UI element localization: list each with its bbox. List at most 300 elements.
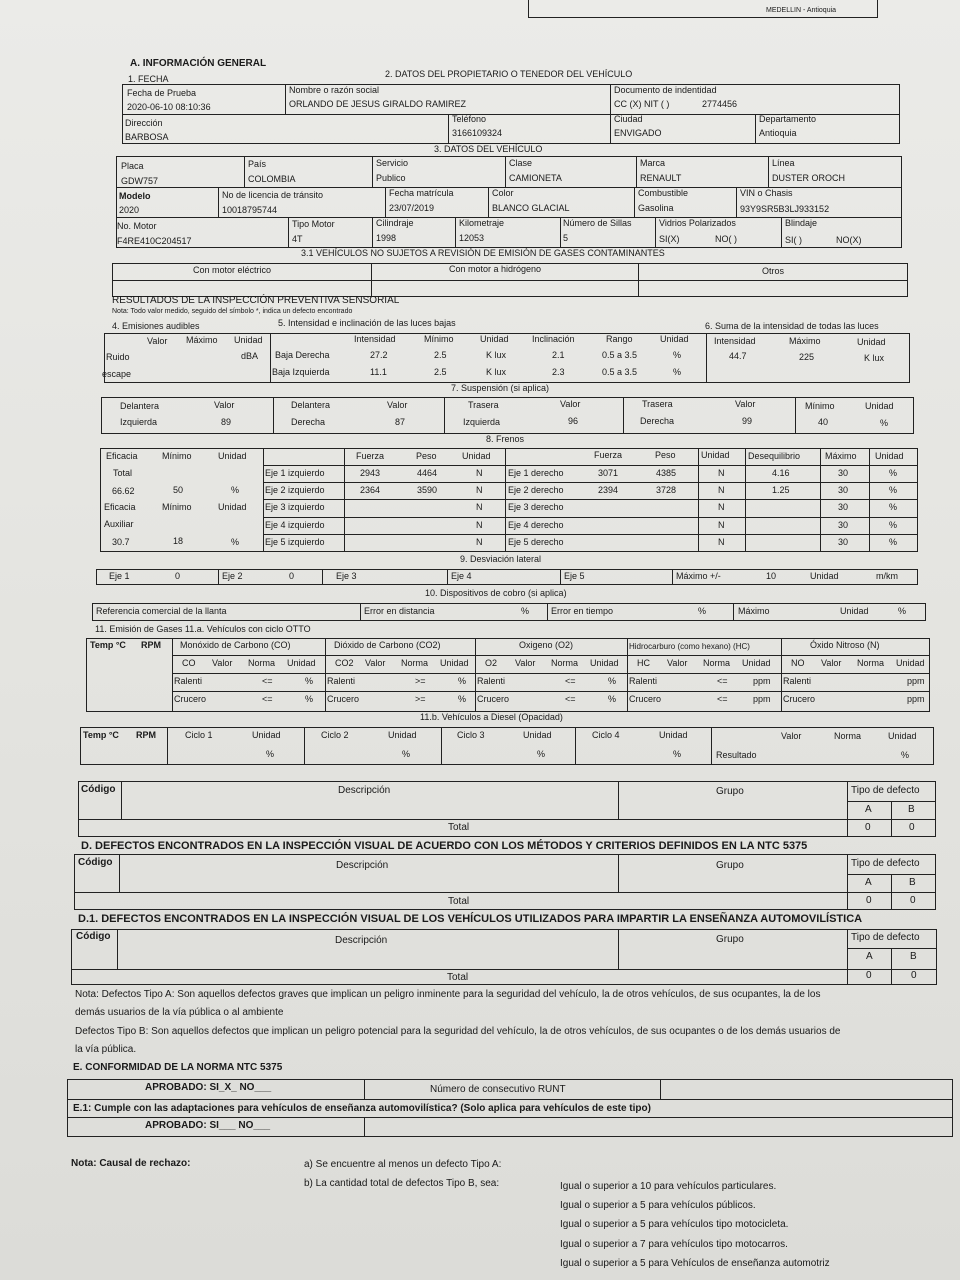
h-suma-intensidad: Intensidad — [714, 336, 756, 346]
eje-izq-label: Eje 3 izquierdo — [265, 502, 325, 512]
o2-op-crucero: <= — [565, 694, 576, 704]
eje-der-label: Eje 2 derecho — [508, 485, 564, 495]
def1-grupo: Grupo — [716, 786, 744, 797]
eje1-value: 0 — [175, 571, 181, 581]
ciclo4-unidad: Unidad — [659, 730, 688, 740]
unidad-izq: N — [476, 537, 483, 547]
eje-izq-label: Eje 4 izquierdo — [265, 520, 325, 530]
hc-symbol: HC — [637, 658, 650, 668]
maximo-val: 30 — [838, 468, 849, 478]
defd1-a-val: 0 — [866, 970, 872, 981]
desv-maximo: Máximo +/- — [676, 571, 721, 581]
h-suma-maximo: Máximo — [789, 336, 821, 346]
modelo-label: Modelo — [119, 191, 151, 201]
eje1-label: Eje 1 — [109, 571, 130, 581]
aprobado-2-status: APROBADO: SI___ NO___ — [145, 1120, 271, 1131]
maximo-val: 30 — [838, 520, 849, 530]
linea-value: DUSTER OROCH — [772, 173, 846, 183]
marca-value: RENAULT — [640, 173, 682, 183]
tipo-motor-label: Tipo Motor — [292, 219, 335, 229]
o2-op-ralenti: <= — [565, 676, 576, 686]
peso-h2: Peso — [655, 450, 676, 460]
aux-min-val: 18 — [173, 536, 184, 546]
cilindraje-value: 1998 — [376, 233, 397, 243]
eje-der-label: Eje 5 derecho — [508, 537, 564, 547]
motor-label: No. Motor — [117, 221, 157, 231]
bi-pct: % — [673, 367, 682, 377]
hc-valor-h: Valor — [667, 658, 688, 668]
co2-norma-h: Norma — [401, 658, 429, 668]
servicio-value: Publico — [376, 173, 406, 183]
blindaje-si: SI( ) — [785, 235, 802, 245]
h-intensidad: Intensidad — [354, 334, 396, 344]
bi-inclinacion: 2.3 — [552, 367, 565, 377]
def1-total: Total — [448, 822, 470, 833]
no-sujetos-title: 3.1 VEHÍCULOS NO SUJETOS A REVISIÓN DE EMISIÓN DE GASES CONTAMINANTES — [301, 248, 665, 258]
motor-value: F4RE410C204517 — [117, 236, 192, 246]
nota-a-line2: demás usuarios de la vía pública o al ambiente — [75, 1007, 284, 1018]
vidrios-label: Vidrios Polarizados — [659, 218, 736, 228]
cobro-pct1: % — [521, 606, 530, 616]
h-minimo-luces: Mínimo — [424, 334, 454, 344]
h-unidad: Unidad — [234, 335, 263, 345]
diesel-pct: % — [901, 750, 910, 760]
co-title: Monóxido de Carbono (CO) — [180, 640, 291, 650]
def1-a-val: 0 — [865, 822, 871, 833]
defd-descripcion: Descripción — [336, 860, 389, 871]
susp-valor-2: Valor — [387, 400, 408, 410]
susp-delantera-1: Delantera — [120, 401, 160, 411]
clase-value: CAMIONETA — [509, 173, 562, 183]
eje-der-label: Eje 3 derecho — [508, 502, 564, 512]
o2-crucero: Crucero — [477, 694, 510, 704]
diesel-valor: Valor — [781, 731, 802, 741]
peso-der: 4385 — [656, 468, 677, 478]
co2-title: Dióxido de Carbono (CO2) — [334, 640, 441, 650]
no-symbol: NO — [791, 658, 805, 668]
no-ralenti: Ralenti — [783, 676, 812, 686]
ciclo1: Ciclo 1 — [185, 730, 213, 740]
eje-der-label: Eje 4 derecho — [508, 520, 564, 530]
fuerza-izq: 2364 — [360, 485, 381, 495]
fecha-prueba-value: 2020-06-10 08:10:36 — [127, 102, 211, 112]
no-valor-h: Valor — [821, 658, 842, 668]
desviacion-title: 9. Desviación lateral — [460, 554, 542, 564]
susp-valor-1: Valor — [214, 400, 235, 410]
susp-minimo: Mínimo — [805, 401, 835, 411]
unidad-h2: Unidad — [701, 450, 730, 460]
nota-b-line2: la vía pública. — [75, 1044, 137, 1055]
cobro-unidad: Unidad — [840, 606, 869, 616]
rechazo-label: Nota: Causal de rechazo: — [71, 1158, 191, 1169]
unidad-der: N — [718, 537, 725, 547]
unidad-val: % — [889, 485, 898, 495]
maximo-h: Máximo — [825, 451, 857, 461]
o2-title: Oxigeno (O2) — [519, 640, 574, 650]
defd-a: A — [865, 877, 872, 888]
cobro-error-tiempo: Error en tiempo — [551, 606, 614, 616]
aprobado-status: APROBADO: SI_X_ NO___ — [145, 1082, 272, 1093]
susp-valor-3: Valor — [560, 399, 581, 409]
vin-label: VIN o Chasis — [740, 188, 793, 198]
propietario-title: 2. DATOS DEL PROPIETARIO O TENEDOR DEL VEHÍCULO — [385, 69, 633, 79]
unidad-val: % — [889, 520, 898, 530]
unidad-izq: N — [476, 485, 483, 495]
frenos-title: 8. Frenos — [486, 434, 525, 444]
diesel-resultado: Resultado — [716, 750, 757, 760]
tipo-motor-value: 4T — [292, 234, 303, 244]
desequilibrio-val: 1.25 — [772, 485, 790, 495]
hc-norma-h: Norma — [703, 658, 731, 668]
co-op-crucero: <= — [262, 694, 273, 704]
susp-unidad-val: % — [880, 418, 889, 428]
co2-ralenti: Ralenti — [327, 676, 356, 686]
defd1-grupo: Grupo — [716, 934, 744, 945]
aux-minimo: Mínimo — [162, 502, 192, 512]
def1-descripcion: Descripción — [338, 785, 391, 796]
no-norma-h: Norma — [857, 658, 885, 668]
def1-b-val: 0 — [909, 822, 915, 833]
eficacia-total-label: Total — [113, 468, 133, 478]
diesel-norma: Norma — [834, 731, 862, 741]
co2-op-crucero: >= — [415, 694, 426, 704]
susp-unidad: Unidad — [865, 401, 894, 411]
linea-label: Línea — [772, 158, 795, 168]
unidad-der: N — [718, 468, 725, 478]
ciclo2-unidad: Unidad — [388, 730, 417, 740]
defectos-d-title: D. DEFECTOS ENCONTRADOS EN LA INSPECCIÓN VISUAL DE ACUERDO CON LOS MÉTODOS Y CRITERIOS DEFINIDOS EN LA NTC 5375 — [81, 840, 808, 852]
susp-derecha-1: Derecha — [291, 417, 326, 427]
no-unidad-h: Unidad — [896, 658, 925, 668]
eje-der-label: Eje 1 derecho — [508, 468, 564, 478]
bi-rango: 0.5 a 3.5 — [602, 367, 638, 377]
cobro-pct2: % — [698, 606, 707, 616]
nombre-label: Nombre o razón social — [289, 85, 380, 95]
documento-value: 2774456 — [702, 99, 738, 109]
ciclo3: Ciclo 3 — [457, 730, 485, 740]
defd1-b-val: 0 — [911, 970, 917, 981]
eficacia-unidad-val: % — [231, 485, 240, 495]
susp-izquierda-1: Izquierda — [120, 417, 158, 427]
ruido-unidad: dBA — [241, 351, 259, 361]
suma-maximo: 225 — [799, 352, 815, 362]
unidad-der: N — [718, 502, 725, 512]
vidrios-si: SI(X) — [659, 234, 680, 244]
gases-temp: Temp °C — [90, 640, 126, 650]
co-symbol: CO — [182, 658, 196, 668]
suspension-title: 7. Suspensión (si aplica) — [451, 383, 550, 393]
hc-op-crucero: <= — [717, 694, 728, 704]
no-title: Óxido Nitroso (N) — [810, 640, 880, 650]
desequilibrio-val: 4.16 — [772, 468, 790, 478]
o2-symbol: O2 — [485, 658, 498, 668]
defd1-codigo: Código — [76, 931, 111, 942]
ciclo4-pct: % — [673, 749, 682, 759]
co-unit-ralenti: % — [305, 676, 314, 686]
hidrogeno-label: Con motor a hidrógeno — [449, 264, 542, 274]
ciclo2-pct: % — [402, 749, 411, 759]
defd-codigo: Código — [78, 857, 113, 868]
maximo-val: 30 — [838, 502, 849, 512]
aux-total: 30.7 — [112, 537, 130, 547]
bd-unidad: K lux — [486, 350, 507, 360]
susp-tra-der: 99 — [742, 416, 753, 426]
nota-a-line1: Nota: Defectos Tipo A: Son aquellos defectos graves que implican un peligro inminente para la seguridad del vehículo, la de otros vehículos, de sus ocupantes, la de los — [75, 989, 821, 1000]
no-unit-crucero: ppm — [907, 694, 925, 704]
resultados-nota: Nota: Todo valor medido, seguido del símbolo *, indica un defecto encontrado — [112, 308, 353, 315]
unidad-val: % — [889, 537, 898, 547]
cobro-error-distancia: Error en distancia — [364, 606, 435, 616]
co2-unidad-h: Unidad — [440, 658, 469, 668]
susp-tra-izq: 96 — [568, 416, 579, 426]
co-ralenti: Ralenti — [174, 676, 203, 686]
co2-unit-crucero: % — [458, 694, 467, 704]
luces-title: 5. Intensidad e inclinación de las luces bajas — [278, 318, 456, 328]
kilometraje-value: 12053 — [459, 233, 485, 243]
hc-ralenti: Ralenti — [629, 676, 658, 686]
susp-derecha-2: Derecha — [640, 416, 675, 426]
aux-unidad: Unidad — [218, 502, 247, 512]
header-city: MEDELLIN - Antioquia — [766, 7, 837, 14]
peso-der: 3728 — [656, 485, 677, 495]
aux-unidad-val: % — [231, 537, 240, 547]
vehiculo-title: 3. DATOS DEL VEHÍCULO — [434, 144, 543, 154]
hc-unit-ralenti: ppm — [753, 676, 771, 686]
eje2-label: Eje 2 — [222, 571, 243, 581]
no-crucero: Crucero — [783, 694, 816, 704]
bi-intensidad: 11.1 — [370, 367, 387, 377]
escape-label: escape — [102, 369, 132, 379]
ciclo3-pct: % — [537, 749, 546, 759]
fuerza-h1: Fuerza — [356, 451, 385, 461]
conformidad-title: E. CONFORMIDAD DE LA NORMA NTC 5375 — [73, 1062, 283, 1073]
h-rango: Rango — [606, 334, 633, 344]
co-norma-h: Norma — [248, 658, 276, 668]
nombre-value: ORLANDO DE JESUS GIRALDO RAMIREZ — [289, 99, 467, 109]
eje-izq-label: Eje 1 izquierdo — [265, 468, 325, 478]
eje4-label: Eje 4 — [451, 571, 472, 581]
peso-izq: 3590 — [417, 485, 438, 495]
baja-derecha-label: Baja Derecha — [275, 350, 330, 360]
unidad-val: % — [889, 468, 898, 478]
defectos-d1-table — [71, 929, 937, 985]
color-label: Color — [492, 188, 514, 198]
suma-intensidad: 44.7 — [729, 351, 747, 361]
color-value: BLANCO GLACIAL — [492, 203, 570, 213]
electrico-label: Con motor eléctrico — [193, 265, 272, 275]
cobro-referencia: Referencia comercial de la llanta — [96, 606, 227, 616]
desv-unidad-value: m/km — [876, 571, 898, 581]
co-unidad-h: Unidad — [287, 658, 316, 668]
diesel-unidad: Unidad — [888, 731, 917, 741]
ciudad-label: Ciudad — [614, 114, 643, 124]
hc-title: Hidrocarburo (como hexano) (HC) — [629, 642, 750, 651]
runt-label: Número de consecutivo RUNT — [430, 1084, 566, 1095]
hc-unidad-h: Unidad — [742, 658, 771, 668]
susp-min-val: 40 — [818, 417, 829, 427]
eficacia-label: Eficacia — [106, 451, 138, 461]
cobro-pct3: % — [898, 606, 907, 616]
blindaje-label: Blindaje — [785, 218, 818, 228]
ciclo2: Ciclo 2 — [321, 730, 349, 740]
direccion-value: BARBOSA — [125, 132, 169, 142]
co2-op-ralenti: >= — [415, 676, 426, 686]
co2-crucero: Crucero — [327, 694, 360, 704]
h-maximo: Máximo — [186, 335, 218, 345]
ruido-label: Ruido — [106, 352, 130, 362]
susp-del-izq: 89 — [221, 417, 232, 427]
def1-a: A — [865, 804, 872, 815]
fuerza-izq: 2943 — [360, 468, 381, 478]
defd-b-val: 0 — [910, 895, 916, 906]
combustible-value: Gasolina — [638, 203, 674, 213]
no-unit-ralenti: ppm — [907, 676, 925, 686]
maximo-val: 30 — [838, 485, 849, 495]
diesel-temp: Temp °C — [83, 730, 119, 740]
bi-unidad: K lux — [486, 367, 507, 377]
co-crucero: Crucero — [174, 694, 207, 704]
defd1-total: Total — [447, 972, 469, 983]
defectos-table-1 — [78, 781, 936, 837]
defd-tipo: Tipo de defecto — [851, 858, 920, 869]
documento-tipo: CC (X) NIT ( ) — [614, 99, 670, 109]
eficacia-min-val: 50 — [173, 485, 184, 495]
vidrios-no: NO( ) — [715, 234, 737, 244]
nota-b-line1: Defectos Tipo B: Son aquellos defectos que implican un peligro potencial para la seguridad del vehículo, la de otros vehículos, de sus ocupantes o de los demás usuarios de — [75, 1026, 841, 1037]
h-unidad-luces: Unidad — [480, 334, 509, 344]
rechazo-a: a) Se encuentre al menos un defecto Tipo A: — [304, 1159, 502, 1170]
telefono-label: Teléfono — [452, 114, 487, 124]
co-unit-crucero: % — [305, 694, 314, 704]
auxiliar-label: Auxiliar — [104, 519, 134, 529]
eje5-label: Eje 5 — [564, 571, 585, 581]
ciclo4: Ciclo 4 — [592, 730, 620, 740]
fuerza-der: 3071 — [598, 468, 619, 478]
bd-pct: % — [673, 350, 682, 360]
departamento-label: Departamento — [759, 114, 817, 124]
o2-unidad-h: Unidad — [590, 658, 619, 668]
rechazo-item: Igual o superior a 7 para vehículos tipo motocarros. — [560, 1239, 788, 1250]
defectos-d-table — [74, 854, 936, 910]
peso-h1: Peso — [416, 451, 437, 461]
o2-unit-crucero: % — [608, 694, 617, 704]
unidad-h3: Unidad — [875, 451, 904, 461]
eje-izq-label: Eje 5 izquierdo — [265, 537, 325, 547]
rechazo-item: Igual o superior a 10 para vehículos particulares. — [560, 1181, 777, 1192]
departamento-value: Antioquia — [759, 128, 797, 138]
desviacion-table — [96, 569, 918, 585]
peso-izq: 4464 — [417, 468, 438, 478]
clase-label: Clase — [509, 158, 533, 168]
unidad-val: % — [889, 502, 898, 512]
rechazo-item: Igual o superior a 5 para Vehículos de enseñanza automotriz — [560, 1258, 830, 1269]
rechazo-b: b) La cantidad total de defectos Tipo B, sea: — [304, 1178, 500, 1189]
eje-izq-label: Eje 2 izquierdo — [265, 485, 325, 495]
defectos-d1-title: D.1. DEFECTOS ENCONTRADOS EN LA INSPECCIÓN VISUAL DE LOS VEHÍCULOS UTILIZADOS PARA IMPARTIR LA ENSEÑANZA AUTOMOVILÍSTICA — [78, 913, 863, 925]
hc-unit-crucero: ppm — [753, 694, 771, 704]
h-unidad-luces2: Unidad — [660, 334, 689, 344]
def1-tipo: Tipo de defecto — [851, 785, 920, 796]
desequilibrio-h: Desequilibrio — [748, 451, 801, 461]
defd-grupo: Grupo — [716, 860, 744, 871]
ciclo3-unidad: Unidad — [523, 730, 552, 740]
ciclo1-pct: % — [266, 749, 275, 759]
gases-rpm: RPM — [141, 640, 161, 650]
defd-total: Total — [448, 896, 470, 907]
o2-valor-h: Valor — [515, 658, 536, 668]
fuerza-der: 2394 — [598, 485, 619, 495]
susp-valor-4: Valor — [735, 399, 756, 409]
otros-label: Otros — [762, 266, 785, 276]
gases-title: 11. Emisión de Gases 11.a. Vehículos con ciclo OTTO — [95, 624, 311, 634]
eficacia-unidad: Unidad — [218, 451, 247, 461]
defd-b: B — [909, 877, 916, 888]
suma-title: 6. Suma de la intensidad de todas las luces — [705, 321, 879, 331]
susp-del-der: 87 — [395, 417, 406, 427]
matricula-value: 23/07/2019 — [389, 203, 435, 213]
unidad-der: N — [718, 520, 725, 530]
defd1-tipo: Tipo de defecto — [851, 932, 920, 943]
defd1-a: A — [866, 951, 873, 962]
section-a-title: A. INFORMACIÓN GENERAL — [130, 58, 267, 69]
resultados-title: RESULTADOS DE LA INSPECCIÓN PREVENTIVA SENSORIAL — [112, 295, 400, 306]
eficacia-aux-label: Eficacia — [104, 502, 136, 512]
diesel-title: 11.b. Vehículos a Diesel (Opacidad) — [420, 712, 563, 722]
ciudad-value: ENVIGADO — [614, 128, 662, 138]
cobro-maximo: Máximo — [738, 606, 770, 616]
eficacia-total: 66.62 — [112, 486, 135, 496]
defd1-descripcion: Descripción — [335, 935, 388, 946]
rechazo-item: Igual o superior a 5 para vehículos públicos. — [560, 1200, 756, 1211]
unidad-der: N — [718, 485, 725, 495]
bi-minimo: 2.5 — [434, 367, 447, 377]
susp-izquierda-2: Izquierda — [463, 417, 501, 427]
fecha-prueba-label: Fecha de Prueba — [127, 88, 197, 98]
modelo-value: 2020 — [119, 205, 140, 215]
eficacia-minimo: Mínimo — [162, 451, 192, 461]
emisiones-title: 4. Emisiones audibles — [112, 321, 200, 331]
fecha-title: 1. FECHA — [128, 74, 169, 84]
bd-rango: 0.5 a 3.5 — [602, 350, 638, 360]
placa-label: Placa — [121, 161, 144, 171]
pais-label: País — [248, 159, 267, 169]
co2-valor-h: Valor — [365, 658, 386, 668]
blindaje-no: NO(X) — [836, 235, 862, 245]
def1-b: B — [908, 804, 915, 815]
placa-value: GDW757 — [121, 176, 159, 186]
bd-minimo: 2.5 — [434, 350, 447, 360]
unidad-izq: N — [476, 520, 483, 530]
co2-unit-ralenti: % — [458, 676, 467, 686]
h-inclinacion: Inclinación — [532, 334, 575, 344]
unidad-izq: N — [476, 468, 483, 478]
matricula-label: Fecha matrícula — [389, 188, 454, 198]
diesel-rpm: RPM — [136, 730, 156, 740]
o2-unit-ralenti: % — [608, 676, 617, 686]
combustible-label: Combustible — [638, 188, 689, 198]
ciclo1-unidad: Unidad — [252, 730, 281, 740]
fuerza-h2: Fuerza — [594, 450, 623, 460]
eje3-label: Eje 3 — [336, 571, 357, 581]
bd-inclinacion: 2.1 — [552, 350, 565, 360]
h-valor: Valor — [147, 336, 168, 346]
eje2-value: 0 — [289, 571, 295, 581]
baja-izquierda-label: Baja Izquierda — [272, 367, 330, 377]
documento-label: Documento de indentidad — [614, 85, 717, 95]
marca-label: Marca — [640, 158, 666, 168]
vin-value: 93Y9SR5B3LJ933152 — [740, 204, 830, 214]
hc-op-ralenti: <= — [717, 676, 728, 686]
